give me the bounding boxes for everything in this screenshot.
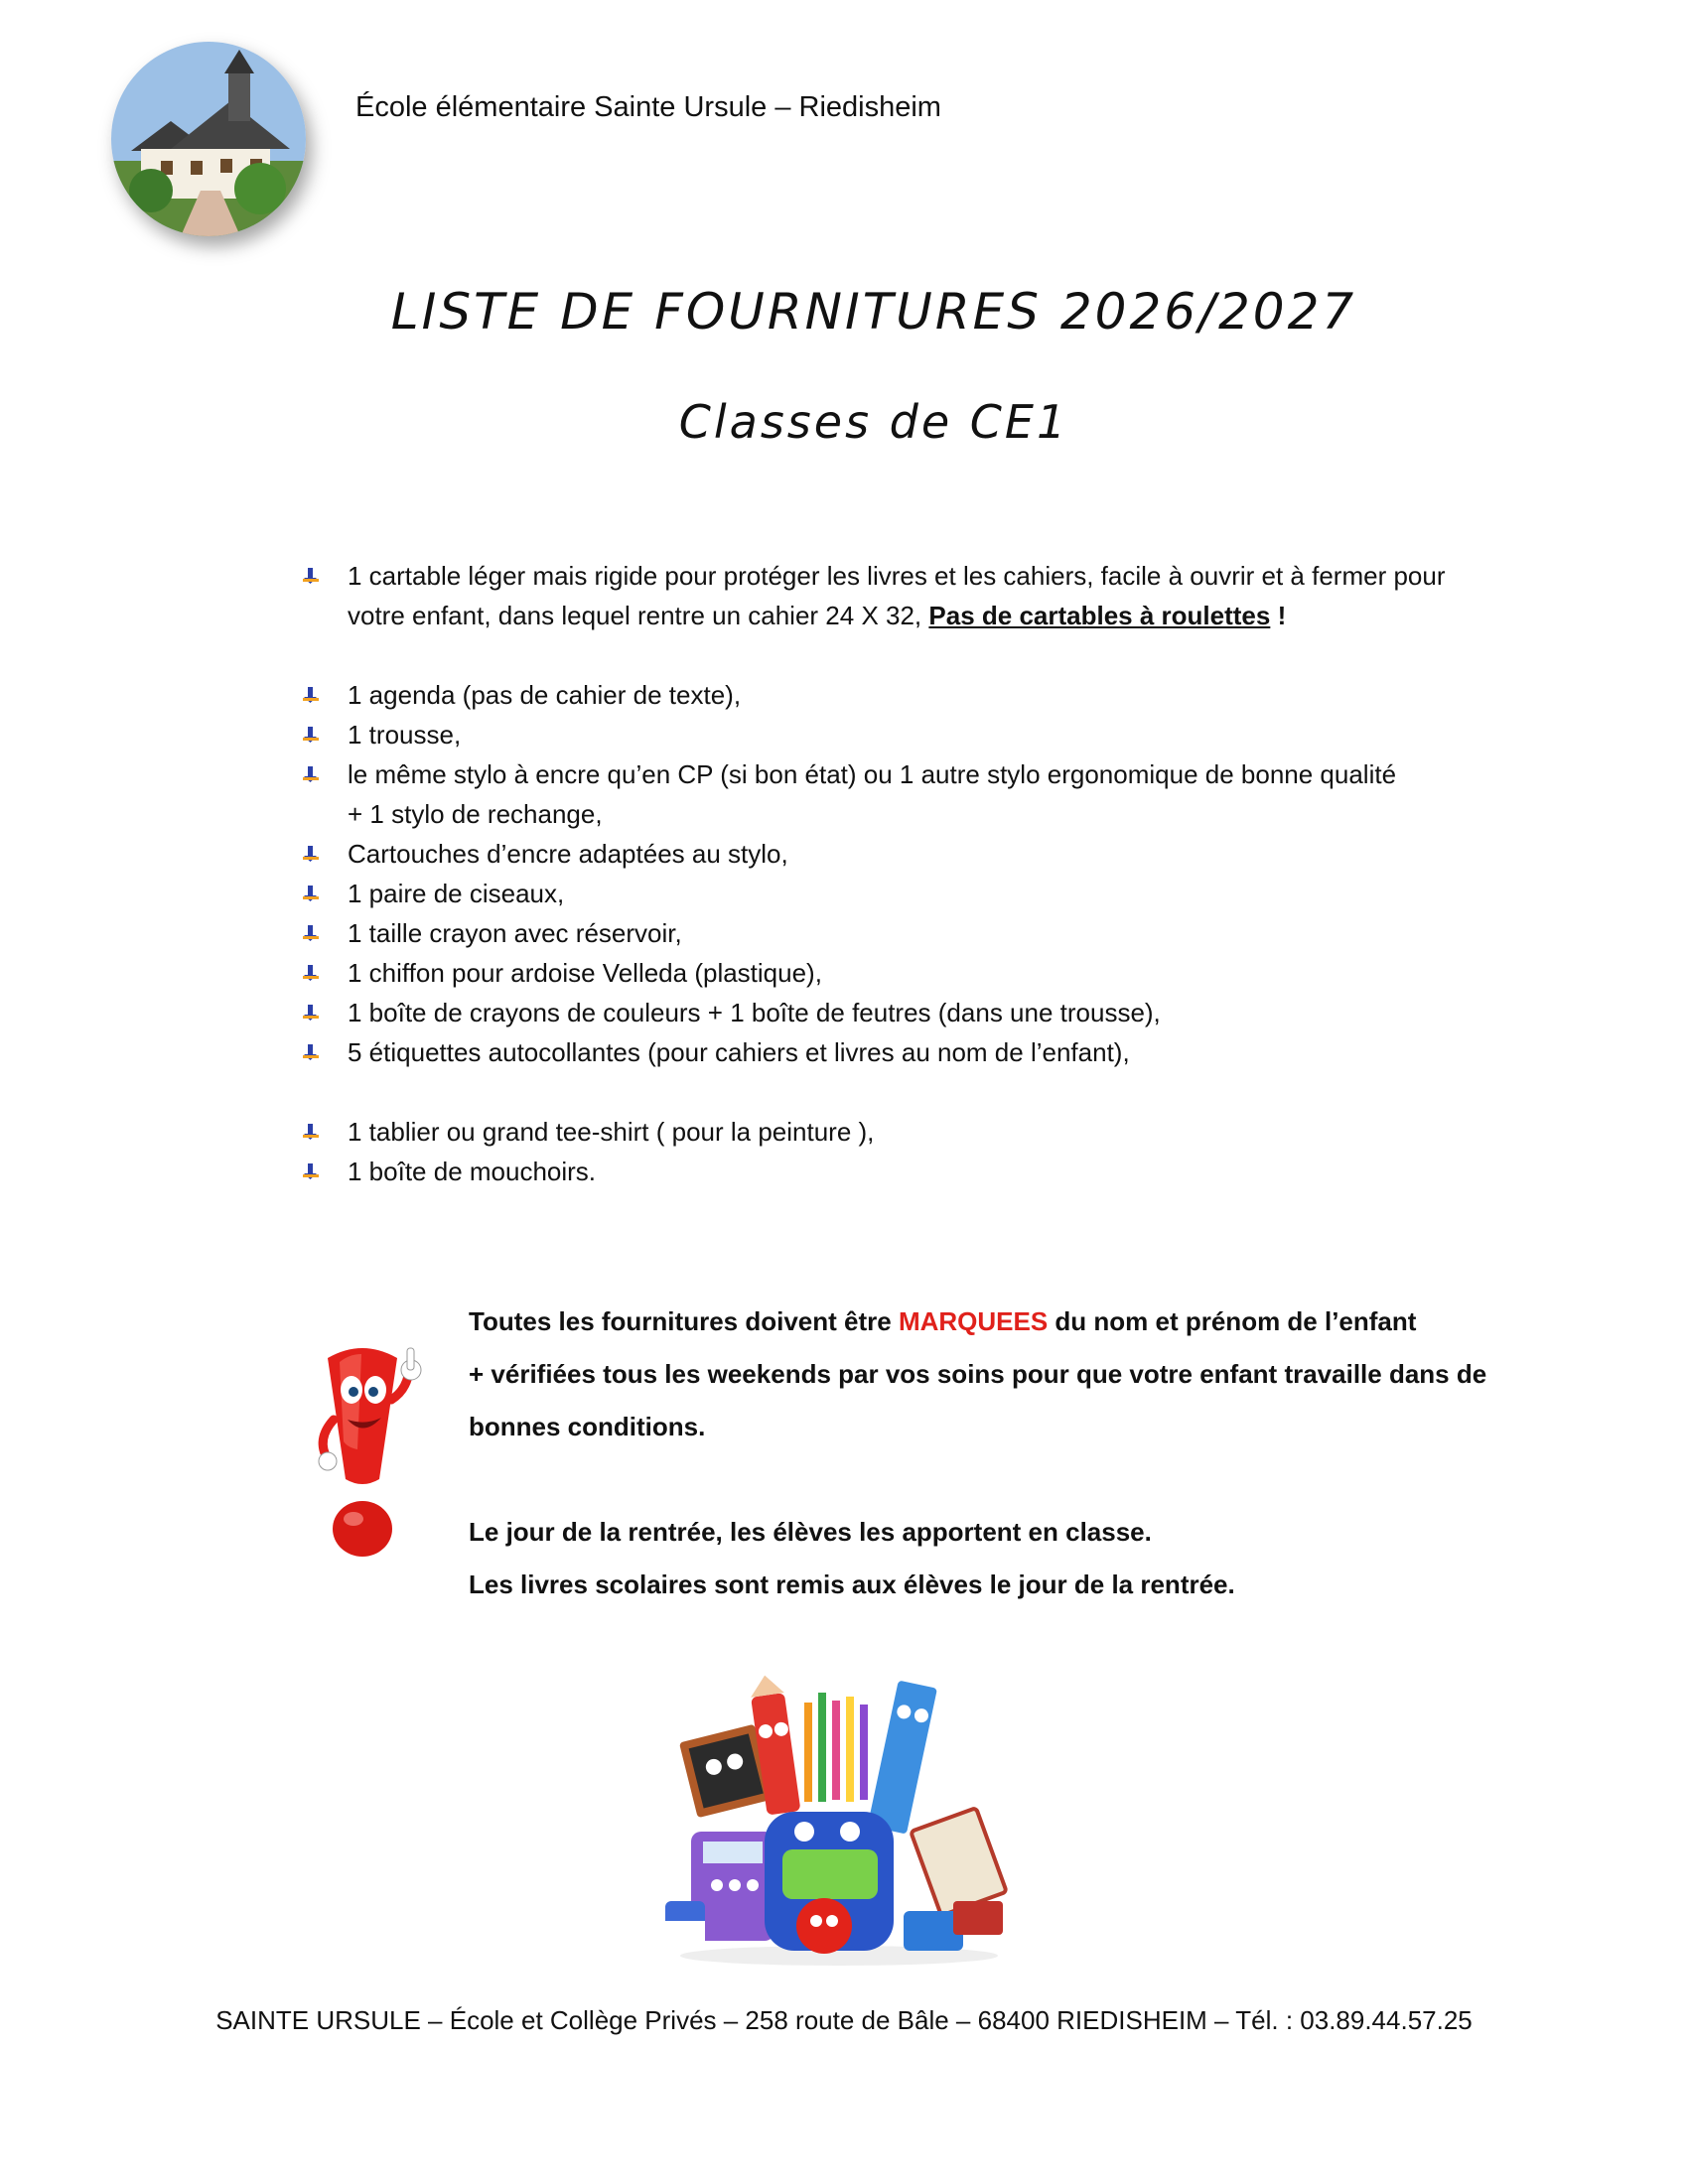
list-item (298, 715, 1509, 754)
notice-line: + vérifiées tous les weekends par vos soins pour que votre enfant travaille dans de (469, 1359, 1487, 1389)
notice-text: du nom et prénom de l’enfant (1048, 1306, 1417, 1336)
list-item-text: 1 paire de ciseaux, (348, 879, 565, 908)
list-item-text: + 1 stylo de rechange, (348, 799, 603, 829)
list-item-text: 1 agenda (pas de cahier de texte), (348, 680, 742, 710)
down-right-arrow-icon (302, 964, 320, 982)
school-supplies-illustration (655, 1673, 1023, 1971)
down-right-arrow-icon (302, 567, 320, 585)
school-name: École élémentaire Sainte Ursule – Riedisheim (355, 91, 941, 123)
list-item-text: le même stylo à encre qu’en CP (si bon état) ou 1 autre stylo ergonomique de bonne qualité (348, 759, 1397, 789)
school-logo (111, 42, 306, 236)
down-right-arrow-icon (302, 924, 320, 942)
list-item-text: 1 taille crayon avec réservoir, (348, 918, 682, 948)
exclamation-mascot-icon (288, 1330, 437, 1569)
down-right-arrow-icon (302, 1123, 320, 1141)
down-right-arrow-icon (302, 1162, 320, 1180)
list-item (298, 675, 1509, 715)
list-item (298, 1152, 1509, 1191)
list-item (298, 993, 1509, 1032)
page-title: LISTE DE FOURNITURES 2026/2027 (390, 283, 1357, 341)
list-item (298, 834, 1509, 874)
notice-text: Toutes les fournitures doivent être (469, 1306, 899, 1336)
down-right-arrow-icon (302, 686, 320, 704)
list-item (298, 1112, 1509, 1152)
list-item (298, 556, 1509, 635)
list-item (298, 953, 1509, 993)
list-item (298, 913, 1509, 953)
list-item-text: 1 cartable léger mais rigide pour protéger les livres et les cahiers, facile à ouvrir et à fermer pour votre enfant, dans lequel rentre un cahier 24 X 32, (348, 561, 1446, 630)
down-right-arrow-icon (302, 845, 320, 863)
page-footer: SAINTE URSULE – École et Collège Privés – 258 route de Bâle – 68400 RIEDISHEIM – Tél. : 03.89.44.57.25 (215, 2005, 1473, 2035)
page-subtitle: Classes de CE1 (678, 395, 1069, 449)
list-item-text: 1 boîte de mouchoirs. (348, 1157, 597, 1186)
list-item-end: ! (1270, 601, 1287, 630)
list-item-text: 1 trousse, (348, 720, 462, 750)
down-right-arrow-icon (302, 726, 320, 744)
list-item (298, 1032, 1509, 1072)
down-right-arrow-icon (302, 1004, 320, 1022)
notice-line: bonnes conditions. (469, 1412, 706, 1441)
list-item-text: 1 chiffon pour ardoise Velleda (plastique), (348, 958, 822, 988)
notice-line: Les livres scolaires sont remis aux élèves le jour de la rentrée. (469, 1570, 1235, 1599)
list-item-text: 1 tablier ou grand tee-shirt ( pour la peinture ), (348, 1117, 875, 1147)
notice-line (469, 1296, 1561, 1348)
down-right-arrow-icon (302, 765, 320, 783)
notice-line: Le jour de la rentrée, les élèves les apportent en classe. (469, 1517, 1152, 1547)
list-item-text: 5 étiquettes autocollantes (pour cahiers et livres au nom de l’enfant), (348, 1037, 1130, 1067)
supplies-list (298, 556, 1509, 1191)
list-item (298, 754, 1509, 834)
list-item-emphasis: Pas de cartables à roulettes (928, 601, 1271, 630)
list-item-text: 1 boîte de crayons de couleurs + 1 boîte de feutres (dans une trousse), (348, 998, 1161, 1027)
down-right-arrow-icon (302, 1043, 320, 1061)
notice-block (469, 1296, 1561, 1611)
down-right-arrow-icon (302, 885, 320, 902)
list-item (298, 874, 1509, 913)
list-item-text: Cartouches d’encre adaptées au stylo, (348, 839, 788, 869)
notice-highlight: MARQUEES (898, 1306, 1049, 1336)
